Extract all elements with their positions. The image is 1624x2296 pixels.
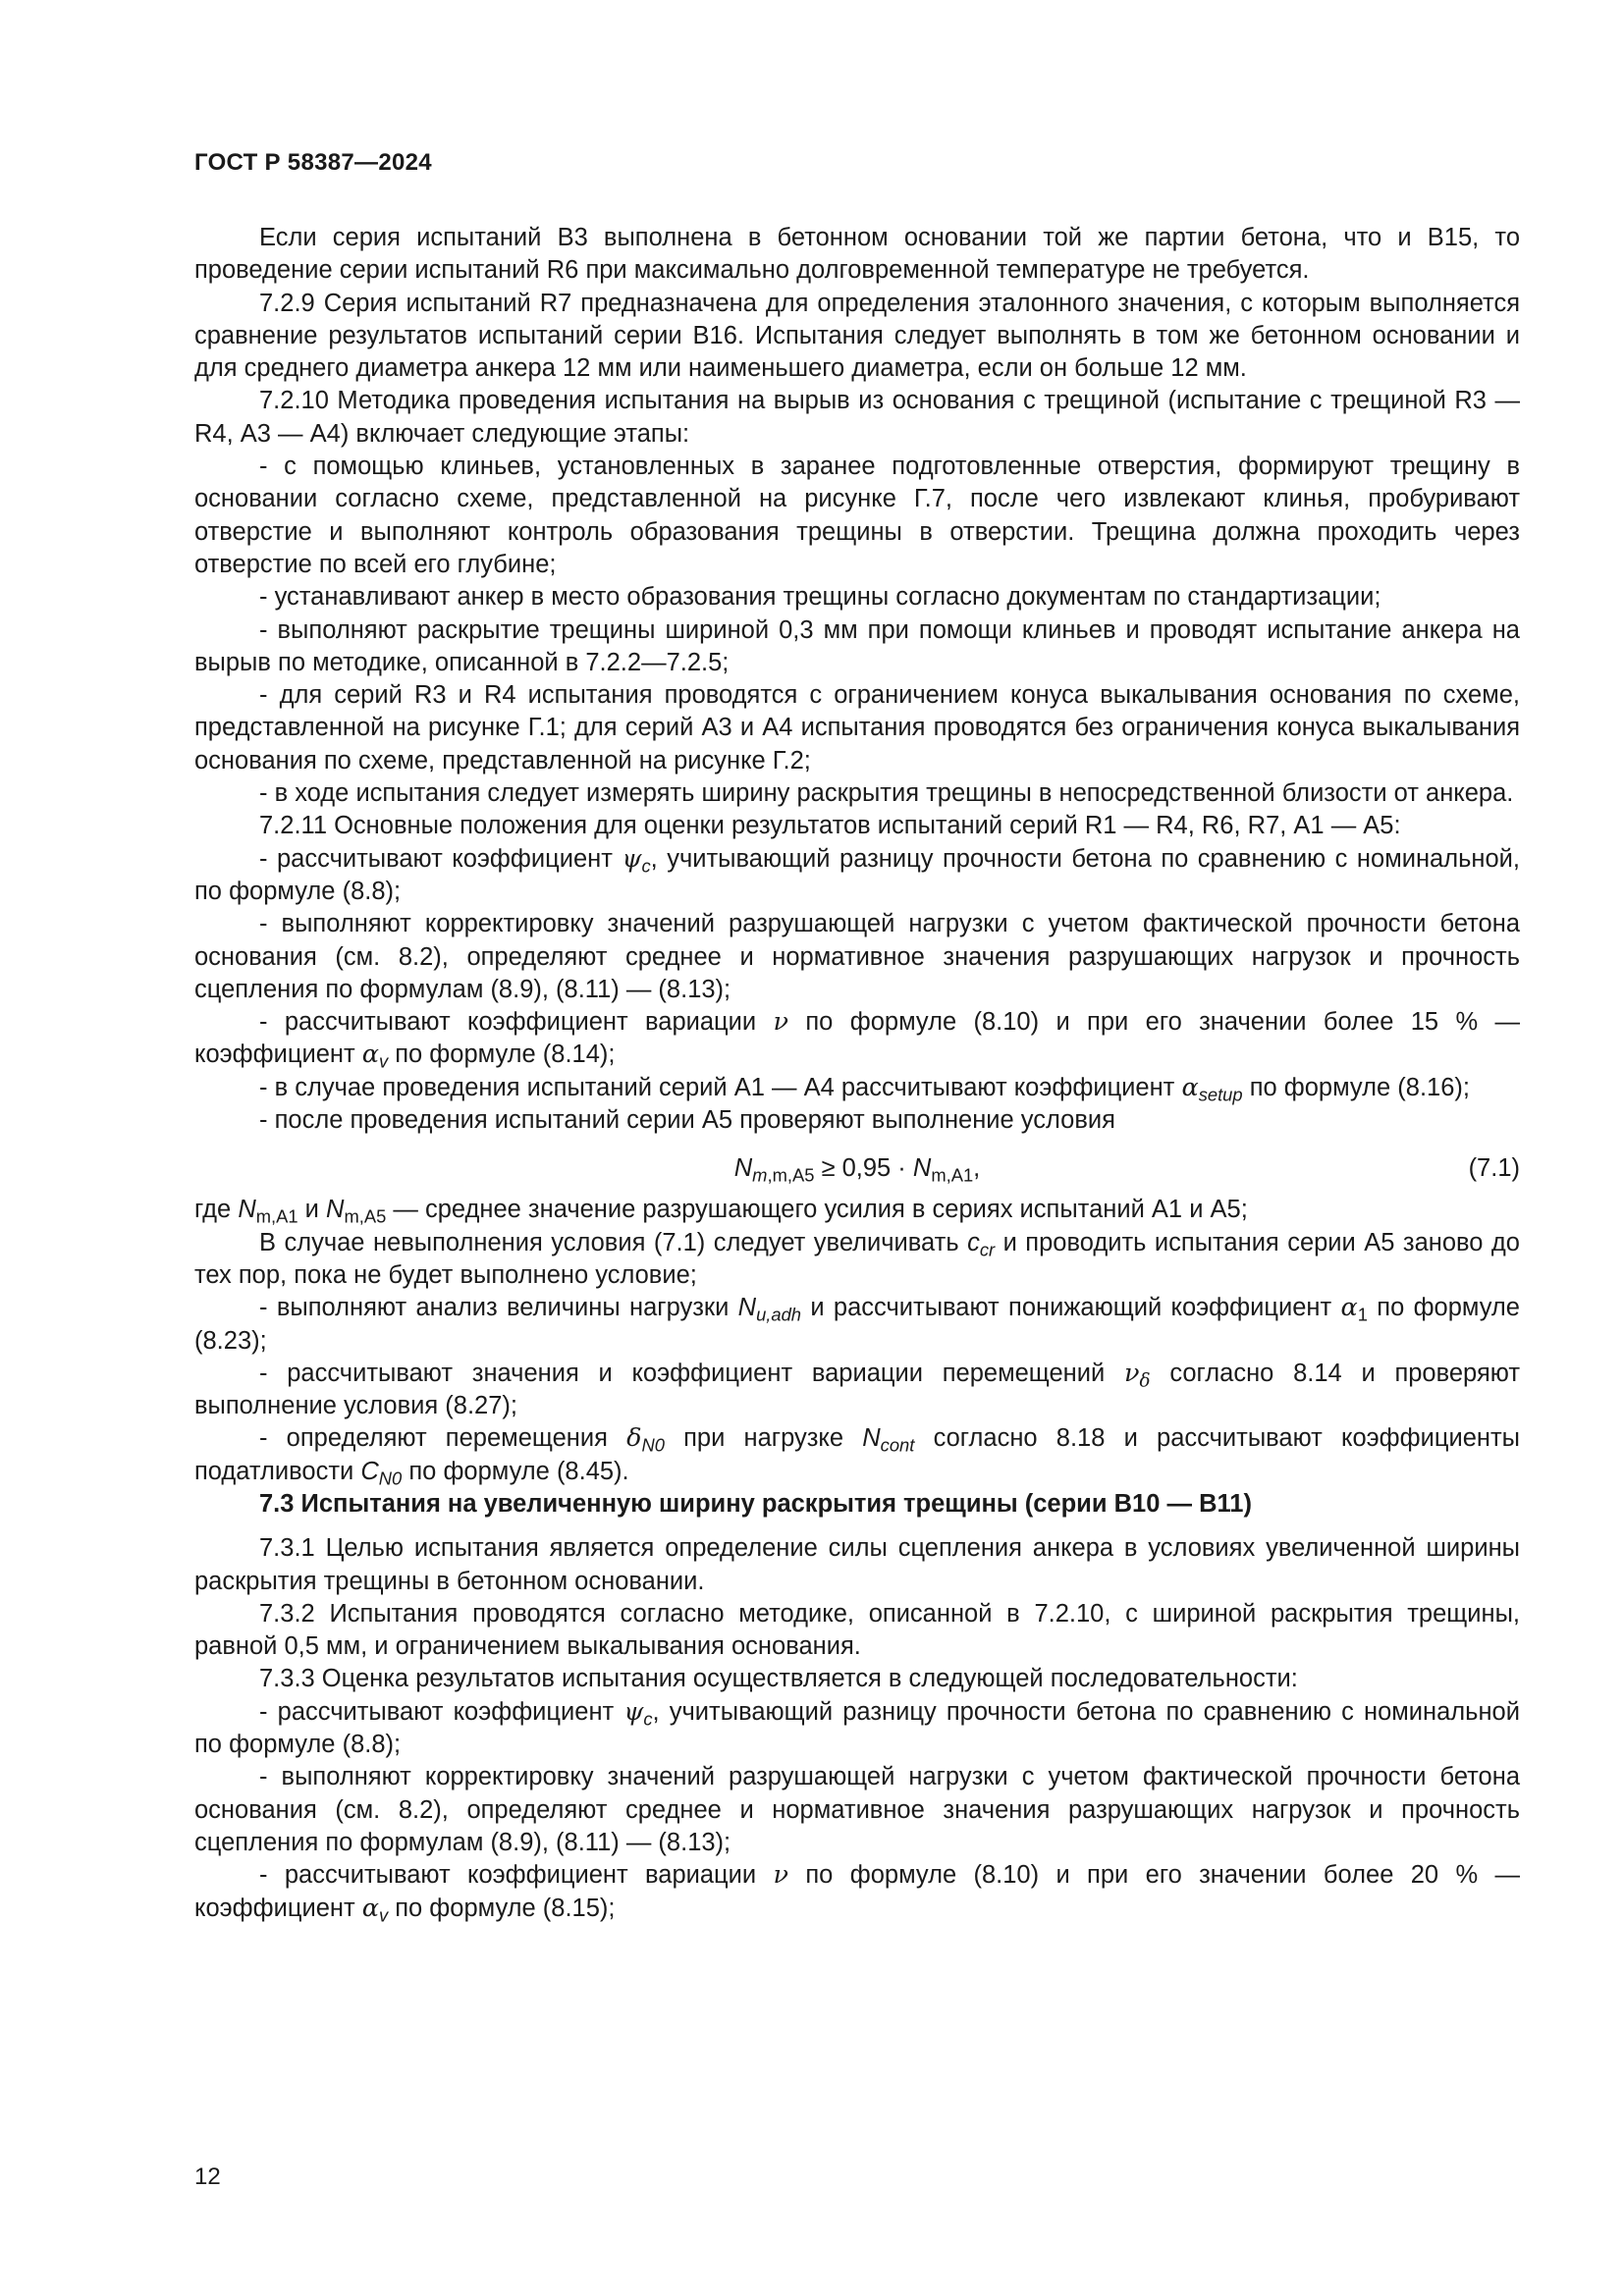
formula-legend: где $N_{m,A1}$ и $N_{m,A5}$ — среднее значение разрушающего усилия в сериях испытаний А1 и А5; [194,1196,1248,1227]
document-header: ГОСТ Р 58387—2024 [194,149,432,176]
page-number: 12 [194,2163,221,2190]
paragraph-7-3-2: 7.3.2 Испытания проводятся согласно методике, описанной в 7.2.10, с шириной раскрытия трещины, равной 0,5 мм, и ограничением выкалывания основания. [194,1599,1520,1661]
list-item: - выполняют корректировку значений разрушающей нагрузки с учетом фактической прочности бетона основания (см. 8.2), определяют среднее и нормативное значения разрушающих нагрузок и прочность сцепления по формулам (8.9), (8.11) — (8.13); [194,910,1520,1003]
list-item-n-adh: - выполняют анализ величины нагрузки $N_{u,adh}$ и рассчитывают понижающий коэффициент $\alpha_1$ по формуле (8.23); [194,1293,1520,1355]
formula-expression: $N_{m,m,A5} \ge 0,95 \cdot N_{m,A1}$, [733,1154,981,1186]
list-item-psi-c: - рассчитывают коэффициент $\psi_c$, учитывающий разницу прочности бетона по сравнению с номинальной по формуле (8.8); [194,1696,1520,1759]
paragraph-7-2-11: 7.2.11 Основные положения для оценки результатов испытаний серий R1 — R4, R6, R7, А1 — А5: [259,812,1401,840]
formula-7-1 [194,1147,1520,1194]
list-item-displacement: - рассчитывают значения и коэффициент вариации перемещений $\nu_\delta$ согласно 8.14 и проверяют выполнение условия (8.27); [194,1358,1521,1420]
list-item-psi-c: - рассчитывают коэффициент $\psi_c$, учитывающий разницу прочности бетона по сравнению с номинальной, по формуле (8.8); [194,843,1520,905]
list-item-alpha-setup: - в случае проведения испытаний серий А1 — А4 рассчитывают коэффициент $\alpha_{setup}$ по формуле (8.16); [259,1072,1470,1105]
list-item: - с помощью клиньев, установленных в заранее подготовленные отверстия, формируют трещину в основании согласно схеме, представленной на рисунке Г.7, после чего извлекают клинья, пробуривают отверстие и выполняют контроль образования трещины в отверстии. Трещина должна проходить через отверстие по всей его глубине; [194,453,1520,578]
document-body [194,222,1520,1925]
list-item: - устанавливают анкер в место образования трещины согласно документам по стандартизации; [259,583,1381,612]
list-item: - выполняют корректировку значений разрушающей нагрузки с учетом фактической прочности бетона основания (см. 8.2), определяют среднее и нормативное значения разрушающих нагрузок и прочность сцепления по формулам (8.9), (8.11) — (8.13); [194,1763,1520,1856]
paragraph-condition-fail: В случае невыполнения условия (7.1) следует увеличивать $c_{cr}$ и проводить испытания серии А5 заново до тех пор, пока не будет выполнено условие; [194,1228,1520,1289]
list-item: - в ходе испытания следует измерять ширину раскрытия трещины в непосредственной близости от анкера. [259,779,1514,808]
list-item-variation: - рассчитывают коэффициент вариации ν по формуле (8.10) и при его значении более 15 % — коэффициент $\alpha_v$ по формуле (8.14); [194,1007,1520,1072]
formula-number: (7.1) [1468,1154,1520,1183]
paragraph-7-2-10: 7.2.10 Методика проведения испытания на вырыв из основания с трещиной (испытание с трещиной R3 — R4, А3 — А4) включает следующие этапы: [194,387,1520,448]
list-item: - после проведения испытаний серии А5 проверяют выполнение условия [259,1106,1115,1135]
section-title-7-3: 7.3 Испытания на увеличенную ширину раскрытия трещины (серии В10 — В11) [259,1489,1252,1518]
list-item: - выполняют раскрытие трещины шириной 0,3 мм при помощи клиньев и проводят испытание анкера на вырыв по методике, описанной в 7.2.2—7.2.5; [194,615,1520,676]
list-item: - для серий R3 и R4 испытания проводятся с ограничением конуса выкалывания основания по схеме, представленной на рисунке Г.1; для серий А3 и А4 испытания проводятся без ограничения конуса выкалывания основания по схеме, представленной на рисунке Г.2; [194,681,1520,774]
paragraph-7-3-1: 7.3.1 Целью испытания является определение силы сцепления анкера в условиях увеличенной ширины раскрытия трещины в бетонном основании. [194,1534,1520,1595]
list-item-variation: - рассчитывают коэффициент вариации ν по формуле (8.10) и при его значении более 20 % — коэффициент $\alpha_v$ по формуле (8.15); [194,1860,1520,1926]
paragraph-7-2-9: 7.2.9 Серия испытаний R7 предназначена для определения эталонного значения, с которым выполняется сравнение результатов испытаний серии В16. Испытания следует выполнять в том же бетонном основании и для среднего диаметра анкера 12 мм или наименьшего диаметра, если он больше 12 мм. [194,289,1520,383]
paragraph-7-3-3: 7.3.3 Оценка результатов испытания осуществляется в следующей последовательности: [259,1665,1298,1693]
paragraph: Если серия испытаний В3 выполнена в бетонном основании той же партии бетона, что и В15, то проведение серии испытаний R6 при максимально долговременной температуре не требуется. [194,224,1520,285]
list-item-compliance: - определяют перемещения $\delta_{N0}$ при нагрузке $N_{cont}$ согласно 8.18 и рассчитывают коэффициенты податливости $C_{N0}$ по формуле (8.45). [194,1423,1520,1489]
